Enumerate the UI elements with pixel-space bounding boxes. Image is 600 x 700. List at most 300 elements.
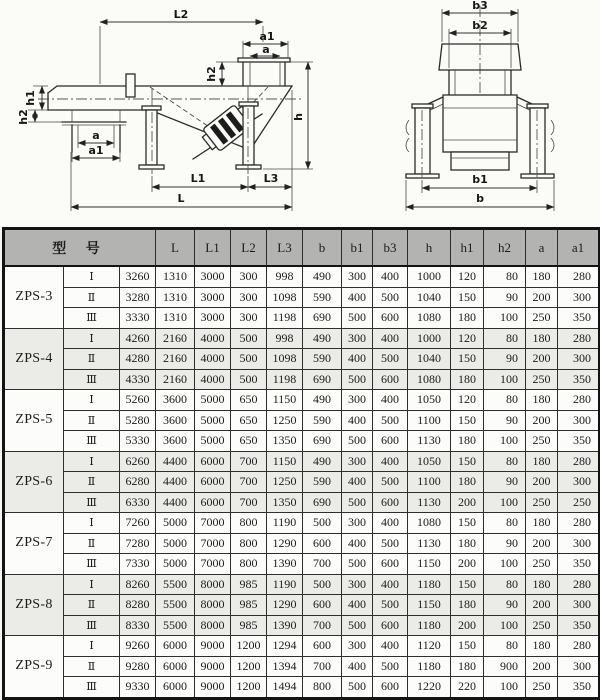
table-cell: 3280 — [120, 287, 156, 308]
table-cell: 180 — [451, 656, 484, 677]
table-cell: 200 — [526, 410, 558, 431]
table-cell: 280 — [558, 390, 600, 411]
table-cell: 90 — [484, 533, 526, 554]
table-cell: 9260 — [120, 636, 156, 657]
table-cell: 500 — [373, 533, 408, 554]
size-cell: Ⅲ — [64, 369, 120, 390]
model-cell: ZPS-5 — [4, 390, 64, 452]
model-cell: ZPS-6 — [4, 451, 64, 513]
table-cell: 700 — [303, 615, 342, 636]
table-cell: 985 — [231, 595, 267, 616]
table-cell: 700 — [303, 554, 342, 575]
table-cell: 4400 — [156, 451, 195, 472]
table-cell: 80 — [484, 390, 526, 411]
table-cell: 400 — [373, 328, 408, 349]
dim-label-L: L — [177, 192, 185, 205]
table-cell: 1294 — [267, 636, 303, 657]
table-cell: 1350 — [267, 492, 303, 513]
table-cell: 650 — [231, 431, 267, 452]
model-column-header: 型 号 — [4, 229, 156, 267]
dim-label-a-top: a — [262, 43, 270, 56]
table-cell: 280 — [558, 574, 600, 595]
column-header-b1: b1 — [342, 229, 373, 267]
table-cell: 90 — [484, 595, 526, 616]
table-cell: 500 — [342, 677, 373, 699]
table-cell: 350 — [558, 554, 600, 575]
table-cell: 800 — [231, 554, 267, 575]
table-cell: 500 — [373, 656, 408, 677]
table-cell: 250 — [526, 308, 558, 329]
outlet-inner-walls — [250, 62, 280, 86]
table-cell: 1100 — [408, 410, 451, 431]
table-row — [4, 431, 600, 452]
table-cell: 9000 — [195, 656, 231, 677]
dim-label-b1: b1 — [472, 173, 488, 186]
table-cell: 300 — [558, 349, 600, 370]
table-row — [4, 574, 600, 595]
table-cell: 3600 — [156, 390, 195, 411]
table-cell: 1190 — [267, 513, 303, 534]
table-cell: 150 — [451, 410, 484, 431]
table-cell: 150 — [451, 636, 484, 657]
table-cell: 120 — [451, 390, 484, 411]
table-cell: 1220 — [408, 677, 451, 699]
table-cell: 1150 — [267, 451, 303, 472]
table-cell: 400 — [342, 349, 373, 370]
table-cell: 8280 — [120, 595, 156, 616]
table-cell: 1000 — [408, 266, 451, 287]
table-cell: 6000 — [156, 656, 195, 677]
size-cell: Ⅲ — [64, 492, 120, 513]
table-cell: 200 — [451, 615, 484, 636]
size-cell: Ⅱ — [64, 595, 120, 616]
table-cell: 5260 — [120, 390, 156, 411]
table-cell: 400 — [373, 574, 408, 595]
trough-bottom-section — [451, 152, 509, 170]
table-cell: 3330 — [120, 308, 156, 329]
table-cell: 250 — [526, 554, 558, 575]
table-cell: 1080 — [408, 308, 451, 329]
table-cell: 5000 — [195, 431, 231, 452]
table-cell: 7280 — [120, 533, 156, 554]
table-row — [4, 266, 600, 287]
table-cell: 1130 — [408, 492, 451, 513]
dim-label-h2-left: h2 — [17, 109, 30, 125]
table-cell: 1150 — [267, 390, 303, 411]
column-header-a1: a1 — [558, 229, 600, 267]
table-cell: 5280 — [120, 410, 156, 431]
table-cell: 100 — [484, 615, 526, 636]
table-cell: 400 — [342, 533, 373, 554]
table-cell: 500 — [342, 308, 373, 329]
dim-label-a-bottom: a — [92, 129, 100, 142]
table-cell: 4000 — [195, 328, 231, 349]
table-cell: 250 — [526, 431, 558, 452]
table-cell: 800 — [303, 677, 342, 699]
dim-label-h2-top: h2 — [205, 66, 218, 82]
table-cell: 700 — [231, 451, 267, 472]
table-cell: 300 — [231, 266, 267, 287]
table-cell: 9000 — [195, 636, 231, 657]
dim-label-b3: b3 — [472, 0, 488, 12]
table-cell: 5500 — [156, 574, 195, 595]
table-cell: 6280 — [120, 472, 156, 493]
trough-flange-stub — [126, 74, 135, 97]
table-cell: 300 — [231, 308, 267, 329]
table-cell: 800 — [231, 533, 267, 554]
table-cell: 800 — [231, 513, 267, 534]
table-cell: 500 — [373, 410, 408, 431]
column-header-b: b — [303, 229, 342, 267]
table-cell: 350 — [558, 308, 600, 329]
table-cell: 6000 — [156, 677, 195, 699]
table-cell: 80 — [484, 266, 526, 287]
table-row — [4, 349, 600, 370]
table-cell: 600 — [303, 636, 342, 657]
table-cell: 700 — [231, 492, 267, 513]
table-cell: 300 — [231, 287, 267, 308]
table-cell: 200 — [526, 595, 558, 616]
trough-body — [443, 95, 517, 152]
table-cell: 220 — [451, 677, 484, 699]
table-cell: 200 — [451, 554, 484, 575]
table-cell: 1350 — [267, 431, 303, 452]
table-cell: 400 — [342, 656, 373, 677]
size-cell: Ⅱ — [64, 287, 120, 308]
table-cell: 200 — [526, 656, 558, 677]
table-cell: 690 — [303, 431, 342, 452]
size-cell: Ⅰ — [64, 513, 120, 534]
table-cell: 90 — [484, 349, 526, 370]
table-cell: 1120 — [408, 636, 451, 657]
table-cell: 3000 — [195, 308, 231, 329]
table-cell: 400 — [342, 410, 373, 431]
size-cell: Ⅰ — [64, 636, 120, 657]
dimension-table — [2, 227, 600, 700]
table-cell: 700 — [231, 472, 267, 493]
table-cell: 600 — [373, 492, 408, 513]
table-row — [4, 410, 600, 431]
table-cell: 1390 — [267, 554, 303, 575]
table-row — [4, 677, 600, 699]
technical-drawings — [0, 0, 600, 227]
table-cell: 180 — [526, 574, 558, 595]
table-cell: 500 — [373, 349, 408, 370]
column-header-L: L — [156, 229, 195, 267]
table-cell: 180 — [451, 595, 484, 616]
table-cell: 590 — [303, 349, 342, 370]
table-cell: 5000 — [156, 554, 195, 575]
table-cell: 300 — [558, 410, 600, 431]
table-cell: 985 — [231, 574, 267, 595]
table-cell: 400 — [342, 287, 373, 308]
table-cell: 8000 — [195, 615, 231, 636]
table-cell: 80 — [484, 513, 526, 534]
table-cell: 1180 — [408, 615, 451, 636]
column-header-b3: b3 — [373, 229, 408, 267]
table-cell: 600 — [373, 369, 408, 390]
column-header-L1: L1 — [195, 229, 231, 267]
table-cell: 1200 — [231, 636, 267, 657]
outlet-chute-walls — [243, 62, 285, 86]
table-cell: 4280 — [120, 349, 156, 370]
table-cell: 280 — [558, 266, 600, 287]
table-cell: 500 — [373, 472, 408, 493]
table-cell: 400 — [373, 636, 408, 657]
table-cell: 8000 — [195, 595, 231, 616]
table-cell: 80 — [484, 636, 526, 657]
table-cell: 300 — [558, 656, 600, 677]
table-cell: 500 — [231, 328, 267, 349]
table-cell: 2160 — [156, 349, 195, 370]
table-row — [4, 328, 600, 349]
table-cell: 4400 — [156, 472, 195, 493]
table-cell: 1200 — [231, 677, 267, 699]
table-cell: 180 — [526, 390, 558, 411]
table-cell: 280 — [558, 513, 600, 534]
table-cell: 3600 — [156, 431, 195, 452]
table-row — [4, 615, 600, 636]
table-cell: 150 — [451, 287, 484, 308]
table-cell: 150 — [451, 574, 484, 595]
table-cell: 1098 — [267, 287, 303, 308]
table-cell: 300 — [558, 472, 600, 493]
table-cell: 150 — [451, 349, 484, 370]
table-cell: 3600 — [156, 410, 195, 431]
table-cell: 400 — [373, 451, 408, 472]
table-cell: 600 — [373, 677, 408, 699]
table-cell: 1310 — [156, 308, 195, 329]
table-cell: 590 — [303, 472, 342, 493]
table-cell: 600 — [303, 533, 342, 554]
table-cell: 500 — [342, 554, 373, 575]
table-cell: 500 — [342, 492, 373, 513]
table-cell: 6260 — [120, 451, 156, 472]
table-header-row — [4, 229, 600, 267]
column-header-h: h — [408, 229, 451, 267]
table-cell: 7000 — [195, 513, 231, 534]
table-cell: 3000 — [195, 266, 231, 287]
table-row — [4, 595, 600, 616]
end-view-drawing — [385, 0, 600, 227]
table-cell: 280 — [558, 451, 600, 472]
table-cell: 1290 — [267, 595, 303, 616]
dim-label-a1-top: a1 — [259, 30, 275, 43]
table-cell: 1198 — [267, 369, 303, 390]
table-row — [4, 554, 600, 575]
table-cell: 180 — [526, 513, 558, 534]
left-support-leg — [139, 88, 164, 174]
table-cell: 1130 — [408, 533, 451, 554]
table-cell: 1310 — [156, 287, 195, 308]
table-cell: 1190 — [267, 574, 303, 595]
dim-label-L2: L2 — [173, 8, 189, 21]
size-cell: Ⅲ — [64, 677, 120, 699]
table-cell: 500 — [231, 369, 267, 390]
table-cell: 600 — [373, 308, 408, 329]
table-cell: 180 — [451, 533, 484, 554]
table-cell: 90 — [484, 472, 526, 493]
table-cell: 150 — [451, 451, 484, 472]
table-cell: 5000 — [156, 513, 195, 534]
table-cell: 1100 — [408, 472, 451, 493]
outlet-flange — [238, 58, 290, 62]
table-cell: 7000 — [195, 533, 231, 554]
table-cell: 490 — [303, 266, 342, 287]
table-cell: 300 — [342, 266, 373, 287]
table-cell: 900 — [484, 656, 526, 677]
table-cell: 100 — [484, 554, 526, 575]
table-cell: 4000 — [195, 369, 231, 390]
table-cell: 350 — [558, 431, 600, 452]
table-cell: 180 — [451, 308, 484, 329]
table-row — [4, 513, 600, 534]
table-cell: 4260 — [120, 328, 156, 349]
table-cell: 1390 — [267, 615, 303, 636]
model-cell: ZPS-4 — [4, 328, 64, 390]
table-cell: 1494 — [267, 677, 303, 699]
table-cell: 600 — [373, 554, 408, 575]
table-cell: 5000 — [195, 390, 231, 411]
table-row — [4, 287, 600, 308]
table-cell: 400 — [373, 390, 408, 411]
model-cell: ZPS-9 — [4, 636, 64, 699]
table-row — [4, 656, 600, 677]
table-cell: 7000 — [195, 554, 231, 575]
size-cell: Ⅱ — [64, 533, 120, 554]
table-cell: 280 — [558, 328, 600, 349]
table-cell: 6000 — [195, 492, 231, 513]
table-cell: 300 — [342, 636, 373, 657]
size-cell: Ⅱ — [64, 656, 120, 677]
table-cell: 200 — [526, 349, 558, 370]
dimension-table-section — [2, 227, 600, 700]
table-cell: 650 — [231, 390, 267, 411]
table-cell: 500 — [231, 349, 267, 370]
table-cell: 1250 — [267, 472, 303, 493]
table-cell: 100 — [484, 369, 526, 390]
dim-label-b2: b2 — [472, 19, 488, 32]
table-cell: 9280 — [120, 656, 156, 677]
table-cell: 500 — [373, 595, 408, 616]
table-cell: 1198 — [267, 308, 303, 329]
table-cell: 6330 — [120, 492, 156, 513]
table-row — [4, 451, 600, 472]
table-cell: 1180 — [408, 574, 451, 595]
table-cell: 8000 — [195, 574, 231, 595]
table-cell: 7260 — [120, 513, 156, 534]
table-cell: 100 — [484, 677, 526, 699]
table-cell: 100 — [484, 431, 526, 452]
table-body — [4, 266, 600, 698]
size-cell: Ⅲ — [64, 431, 120, 452]
table-cell: 100 — [484, 308, 526, 329]
table-cell: 300 — [558, 595, 600, 616]
model-cell: ZPS-7 — [4, 513, 64, 575]
table-cell: 1150 — [408, 595, 451, 616]
table-cell: 200 — [526, 533, 558, 554]
table-row — [4, 369, 600, 390]
size-cell: Ⅰ — [64, 266, 120, 287]
size-cell: Ⅰ — [64, 574, 120, 595]
table-cell: 490 — [303, 390, 342, 411]
table-cell: 500 — [373, 287, 408, 308]
table-cell: 600 — [373, 431, 408, 452]
table-cell: 100 — [484, 492, 526, 513]
table-cell: 500 — [342, 369, 373, 390]
table-cell: 3000 — [195, 287, 231, 308]
table-cell: 690 — [303, 308, 342, 329]
table-cell: 5330 — [120, 431, 156, 452]
table-cell: 985 — [231, 615, 267, 636]
table-cell: 6000 — [195, 451, 231, 472]
table-cell: 1310 — [156, 266, 195, 287]
table-cell: 1050 — [408, 451, 451, 472]
size-cell: Ⅱ — [64, 410, 120, 431]
column-header-h1: h1 — [451, 229, 484, 267]
dim-label-h1: h1 — [24, 90, 37, 106]
size-cell: Ⅲ — [64, 308, 120, 329]
size-cell: Ⅲ — [64, 615, 120, 636]
table-cell: 200 — [451, 492, 484, 513]
table-cell: 250 — [526, 492, 558, 513]
table-cell: 8330 — [120, 615, 156, 636]
dim-label-b: b — [476, 192, 484, 205]
table-cell: 5500 — [156, 595, 195, 616]
table-row — [4, 472, 600, 493]
column-header-L2: L2 — [231, 229, 267, 267]
side-view-drawing — [0, 0, 385, 227]
dim-label-L3: L3 — [263, 172, 279, 185]
table-cell: 300 — [342, 574, 373, 595]
table-cell: 200 — [526, 287, 558, 308]
table-cell: 6000 — [195, 472, 231, 493]
table-cell: 280 — [558, 636, 600, 657]
table-cell: 8260 — [120, 574, 156, 595]
table-cell: 4000 — [195, 349, 231, 370]
size-cell: Ⅰ — [64, 390, 120, 411]
table-cell: 400 — [342, 595, 373, 616]
table-cell: 500 — [303, 513, 342, 534]
table-cell: 200 — [526, 472, 558, 493]
table-cell: 400 — [373, 266, 408, 287]
table-cell: 690 — [303, 492, 342, 513]
table-row — [4, 308, 600, 329]
model-cell: ZPS-8 — [4, 574, 64, 636]
table-cell: 1080 — [408, 369, 451, 390]
table-cell: 300 — [342, 328, 373, 349]
table-cell: 180 — [526, 451, 558, 472]
table-cell: 590 — [303, 410, 342, 431]
table-cell: 1050 — [408, 390, 451, 411]
table-cell: 998 — [267, 266, 303, 287]
table-cell: 300 — [558, 287, 600, 308]
table-row — [4, 533, 600, 554]
trough-top-edge — [48, 86, 292, 93]
table-cell: 80 — [484, 451, 526, 472]
table-cell: 4400 — [156, 492, 195, 513]
table-cell: 180 — [526, 266, 558, 287]
table-cell: 600 — [303, 595, 342, 616]
table-cell: 500 — [303, 574, 342, 595]
table-cell: 180 — [451, 369, 484, 390]
table-cell: 500 — [342, 615, 373, 636]
table-cell: 400 — [342, 472, 373, 493]
table-cell: 150 — [451, 513, 484, 534]
table-cell: 180 — [451, 431, 484, 452]
table-cell: 180 — [526, 328, 558, 349]
table-cell: 350 — [558, 615, 600, 636]
